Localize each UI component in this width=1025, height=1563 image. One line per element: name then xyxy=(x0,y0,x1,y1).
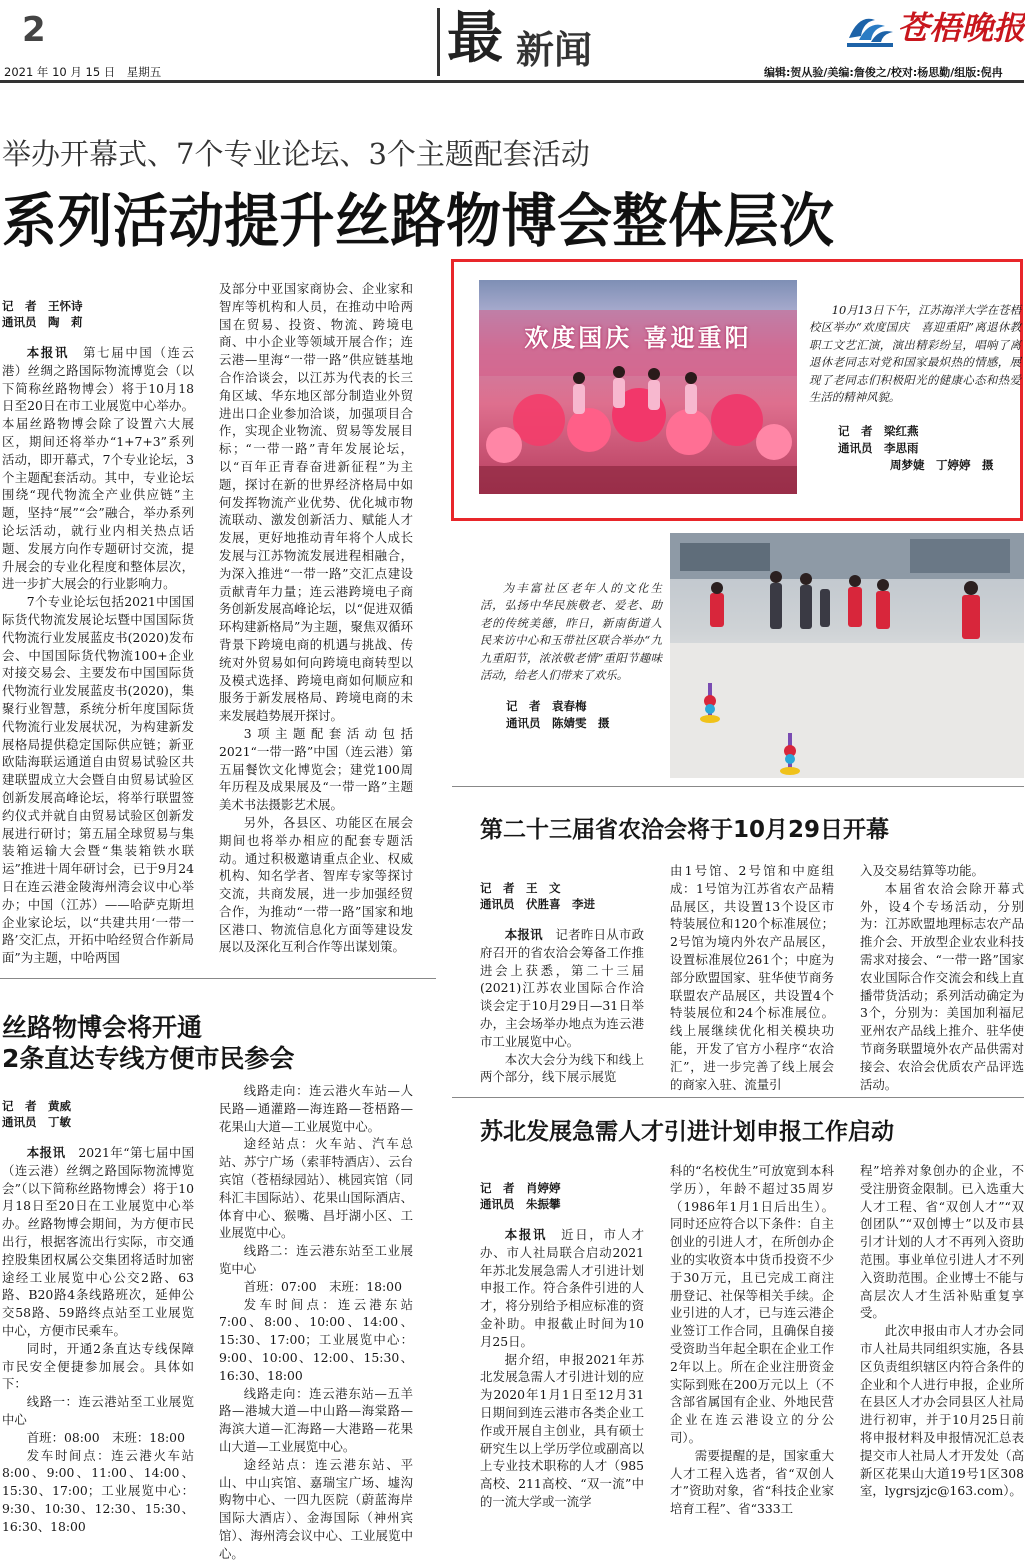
dateline: 本报讯 xyxy=(504,1227,548,1242)
agri-paragraph: 本届省农洽会除开幕式外，设4个专场活动，分别为：江苏欧盟地理标志农产品推介会、开放型企业农业科技需求对接会、“一带一路”国家农业国际合作交流会和线上直播带货活动；系列活动确定为3个，分别为：美国加利福尼亚州农产品线上推介、驻华使节商务联盟境外农产品供需对接会、农洽会优质农产品评选活动。 xyxy=(860,880,1024,1092)
talent-headline: 苏北发展急需人才引进计划申报工作启动 xyxy=(480,1119,894,1145)
expo-paragraph: 首班：08:00 末班：18:00 xyxy=(26,1429,185,1445)
expo-paragraph: 线路走向：连云港东站—五羊路—港城大道—中山路—海棠路—海滨大道—汇海路—大港路—花果山大道—工业展览中心。 xyxy=(219,1385,413,1454)
lead-paragraph: 7个专业论坛包括2021中国国际货代物流发展论坛暨中国国际货代物流行业发展蓝皮书(2020)发布会、中国国际货代物流100+企业对接交易会、主要发布中国国际货代物流行业发展蓝皮书(2020)，集聚行业智慧，系统分析年度国际货代物流行业发展状况，为构建新发展格局提供稳定国际供应链；新亚欧陆海联运通道自由贸易试验区共建联盟成立大会暨自由贸易试验区创新发展高峰论坛，将举行联盟签约仪式并就自由贸易试验区创新发展进行研讨；第五届全球贸易与集装箱运输大会暨“集装箱铁水联运”推进十周年研讨会，已于9月24日在连云港金陵海州湾会议中心举办；中国（江苏）——哈萨克斯坦企业家论坛，以“共建共用‘一带一路’交汇点，开拓中哈经贸合作新局面”为主题，中哈两国 xyxy=(2,594,194,966)
dateline: 本报讯 xyxy=(26,1145,66,1160)
expo-column-1 xyxy=(2,1098,195,1534)
wave-logo-icon xyxy=(845,10,895,50)
editor-credits: 编辑:贺从验/美编:詹俊之/校对:杨思勤/组版:倪冉 xyxy=(764,66,1003,79)
lead-column-2 xyxy=(219,280,413,955)
talent-paragraph: 程”培养对象创办的企业，不受注册资金限制。已入选重大人才工程、省“双创人才”“双创团队”“双创博士”以及市县引才计划的人才不再列入资助范围。事业单位引进人才不列入资助范围。企业博士不能与高层次人才生活补贴重复享受。 xyxy=(860,1163,1024,1321)
talent-paragraph: 科的“名校优生”可放宽到本科学历），年龄不超过35周岁（1986年1月1日后出生）。同时还应符合以下条件：自主创业的引进人才，在所创办企业的实收资本中货币投资不少于30万元，且已完成工商注册登记、社保等相关手续。企业引进的人才，已与连云港企业签订工作合同，且确保自接受资助当年起全职在企业工作2年以上。所在企业注册资金实际到账在200万元以上（不含部省属国有企业、外地民营企业在连云港设立的分公司）。 xyxy=(670,1163,834,1445)
lead-column-1 xyxy=(2,298,195,966)
agri-paragraph: 本报讯 记者昨日从市政府召开的省农洽会筹备工作推进会上获悉，第二十三届(2021)江苏农业国际合作洽谈会定于10月29日—31日举办，主会场举办地点为连云港市工业展览中心。 xyxy=(480,927,645,1049)
photo2-caption: 为丰富社区老年人的文化生活，弘扬中华民族敬老、爱老、助老的传统美德，昨日，新南街道人民来访中心和玉带社区联合举办“九九重阳节，浓浓敬老情”重阳节趣味活动，给老人们带来了欢乐。 xyxy=(480,581,662,683)
expo-paragraph: 本报讯 2021年“第七届中国（连云港）丝绸之路国际物流博览会”（以下简称丝路物博会）将于10月18日至20日在工业展览中心举办。丝路物博会期间，为方便市民出行，根据客流出行实际，市交通控股集团权属公交集团将适时加密途经工业展览中心公交2路、63路、B20路4条线路班次，延伸公交58路、59路终点站至工业展览中心，方便市民乘车。 xyxy=(2,1145,195,1338)
talent-paragraph: 此次申报由市人才办会同市人社局共同组织实施，各县区负责组织辖区内符合条件的企业和个人进行申报，企业所在县区人才办会同县区人社局进行初审，并于10月25日前将申报材料及申报情况汇总表提交市人社局人才开发处（高新区花果山大道19号1区308室，lygrsjzjc@163.com）。 xyxy=(860,1323,1024,1499)
agri-column-1 xyxy=(480,880,644,1090)
masthead-rule xyxy=(0,80,1024,83)
activity-scene xyxy=(670,533,1024,778)
lead-paragraph: 另外，各县区、功能区在展会期间也将举办相应的配套专题活动。通过积极邀请重点企业、权威机构、知名学者、智库专家等探讨交流，共商发展，进一步加强经贸合作，为推动“一带一路”国家和地区港口、物流信息化方面等建设发展以及深化互利合作等出谋划策。 xyxy=(219,814,413,955)
expo-paragraph: 途经站点：连云港东站、平山、中山宾馆、嘉瑞宝广场、墟沟购物中心、一四九医院（蔚蓝海岸国际大酒店）、金海国际（神州宾馆）、海州湾会议中心、工业展览中心。 xyxy=(219,1456,413,1561)
section-title-big: 最 xyxy=(447,6,503,71)
section-divider-line xyxy=(437,8,440,76)
talent-paragraph: 需要提醒的是，国家重大人才工程入选者，省“双创人才”资助对象，省“科技企业家培育工程”、省“333工 xyxy=(670,1447,834,1517)
expo-paragraph: 发车时间点：连云港东站7:00、8:00、10:00、14:00、15:30、17:00；工业展览中心：9:00、10:00、12:00、15:30、16:30、18:00 xyxy=(219,1296,413,1383)
talent-byline: 记 者 肖婷婷 通讯员 朱振攀 xyxy=(480,1181,561,1211)
lead-byline xyxy=(2,298,194,330)
lead-paragraph: 及部分中亚国家商协会、企业家和智库等机构和人员，在推动中哈两国在贸易、投资、物流、跨境电商、中小企业等领域开展合作；连云港—里海“一带一路”供应链基地合作洽谈会，以江苏为代表的长三角区域、华东地区部分制造业外贸进出口企业参加洽谈，加强项目合作，实现企业物流、贸易等发展目标；“一带一路”青年发展论坛，以“百年正青春奋进新征程”为主题，探讨在新的世界经济格局中如何发挥物流产业优势、优化城市物流联动、激发创新活力、赋能人才发展，更好地推动青年将个人成长发展与江苏物流发展进程相融合，为深入推进“一带一路”交汇点建设贡献青年力量；连云港跨境电子商务创新发展高峰论坛，以“促进双循环构建新格局”为主题，聚焦双循环背景下跨境电商的机遇与挑战、传统对外贸易如何向跨境电商转型以及模式选择、跨境电商如何顺应和服务于新发展格局、跨境电商的未来发展趋势展开探讨。 xyxy=(219,281,413,724)
issue-date: 2021 年 10 月 15 日 星期五 xyxy=(4,65,162,79)
agri-paragraph: 本次大会分为线下和线上两个部分，线下展示展览 xyxy=(480,1051,644,1085)
agri-headline: 第二十三届省农洽会将于10月29日开幕 xyxy=(480,817,890,843)
talent-column-3 xyxy=(860,1162,1024,1499)
lead-paragraph: 3项主题配套活动包括2021“一带一路”中国（连云港）第五届餐饮文化博览会；建党100周年历程及成果展及“一带一路”主题美术书法摄影艺术展。 xyxy=(219,725,413,813)
photo1-credits: 记 者 梁红燕 通讯员 李思雨 周梦婕 丁婷婷 摄 xyxy=(838,424,994,472)
agri-column-3 xyxy=(860,862,1024,1090)
expo-paragraph: 途经站点：火车站、汽车总站、苏宁广场（索菲特酒店）、云台宾馆（苍梧绿园站）、桃园宾馆（同科汇丰国际站）、花果山国际酒店、体育中心、猴嘴、昌圩湖小区、工业展览中心。 xyxy=(219,1136,413,1241)
dateline: 本报讯 xyxy=(504,927,543,942)
lead-correspondent: 通讯员 陶 莉 xyxy=(2,315,83,329)
page-number: 2 xyxy=(22,10,46,50)
expo-byline: 记 者 黄威 通讯员 丁敏 xyxy=(2,1099,71,1129)
expo-headline-2: 2条直达专线方便市民参会 xyxy=(2,1044,295,1073)
talent-column-2 xyxy=(670,1162,834,1517)
expo-paragraph: 首班：07:00 末班：18:00 xyxy=(243,1278,402,1294)
lead-headline: 系列活动提升丝路物博会整体层次 xyxy=(2,187,835,255)
expo-paragraph: 线路二：连云港东站至工业展览中心 xyxy=(219,1243,413,1276)
agri-paragraph: 由1号馆、2号馆和中庭组成：1号馆为江苏省农产品精品展区，共设置13个设区市特装展位和120个标准展位；2号馆为境内外农产品展区，设置标准展位261个；中庭为部分欧盟国家、驻华使节商务联盟农产品展区，共设置4个特装展位和24个标准展位。线上展继续优化相关模块功能，开发了官方小程序“农洽汇”，进一步完善了线上展会的商家入驻、流量引 xyxy=(670,863,834,1092)
talent-paragraph: 据介绍，申报2021年苏北发展急需人才引进计划的应为2020年1月1日至12月31日期间到连云港市各类企业工作或开展自主创业，具有硕士研究生以上学历学位或副高以上专业技术职称的人才（985高校、211高校、“双一流”中的一流大学或一流学 xyxy=(480,1351,644,1509)
dateline: 本报讯 xyxy=(26,345,70,360)
community-activity-photo xyxy=(670,533,1024,778)
talent-top-rule xyxy=(452,1097,1024,1098)
expo-headline-1: 丝路物博会将开通 xyxy=(2,1013,203,1042)
agri-top-rule xyxy=(452,786,1024,787)
expo-column-2 xyxy=(219,1082,413,1561)
newspaper-logo xyxy=(845,6,1023,52)
expo-top-rule xyxy=(0,978,436,979)
talent-column-1 xyxy=(480,1180,645,1509)
agri-column-2 xyxy=(670,862,834,1090)
expo-paragraph: 线路一：连云港站至工业展览中心 xyxy=(2,1394,194,1427)
performance-photo xyxy=(479,280,797,494)
talent-paragraph: 本报讯 近日，市人才办、市人社局联合启动2021年苏北发展急需人才引进计划申报工作。符合条件引进的人才，将分别给予相应标准的资金补助。申报截止时间为10月25日。 xyxy=(480,1227,645,1349)
lead-paragraph: 本报讯 第七届中国（连云港）丝绸之路国际物流博览会（以下简称丝路物博会）将于10月18日至20日在市工业展览中心举办。本届丝路物博会除了设置六大展区，期间还将举办“1+7+3”系列活动，即开幕式，7个专业论坛，3个主题配套活动。其中，专业论坛围绕“现代物流全产业供应链”主题，坚持“展”“会”融合，举办系列论坛活动，就行业内相关热点话题、发展方向作专题研讨交流，提升展会的专业化程度和整体层次，进一步扩大展会的行业影响力。 xyxy=(2,345,195,592)
expo-paragraph: 线路走向：连云港火车站—人民路—通灌路—海连路—苍梧路—花果山大道—工业展览中心。 xyxy=(219,1083,413,1134)
newspaper-name: 苍梧晚报 xyxy=(897,9,1025,47)
stage-decoration xyxy=(479,280,797,494)
agri-byline: 记 者 王 文 通讯员 伏胜喜 李进 xyxy=(480,881,595,911)
agri-paragraph: 入及交易结算等功能。 xyxy=(860,863,984,878)
lead-kicker: 举办开幕式、7个专业论坛、3个主题配套活动 xyxy=(2,137,590,171)
stage-banner-text: 欢度国庆 喜迎重阳 xyxy=(524,323,752,352)
photo1-caption: 10月13日下午，江苏海洋大学在苍梧校区举办“欢度国庆 喜迎重阳”离退休教职工文艺汇演，演出精彩纷呈，唱响了离退休老同志对党和国家最炽热的情感，展现了老同志们积极阳光的健康心态和热爱生活的精神风貌。 xyxy=(809,303,1021,405)
expo-paragraph: 发车时间点：连云港火车站8:00、9:00、11:00、14:00、15:30、17:00；工业展览中心：9:30、10:30、12:30、15:30、16:30、18:00 xyxy=(2,1447,194,1534)
expo-paragraph: 同时，开通2条直达专线保障市民安全便捷参加展会。具体如下： xyxy=(2,1340,194,1392)
lead-reporter: 记 者 王怀诗 xyxy=(2,299,83,313)
section-title-rest: 新闻 xyxy=(516,28,593,72)
photo2-credits: 记 者 袁春梅 通讯员 陈婧雯 摄 xyxy=(506,699,610,730)
